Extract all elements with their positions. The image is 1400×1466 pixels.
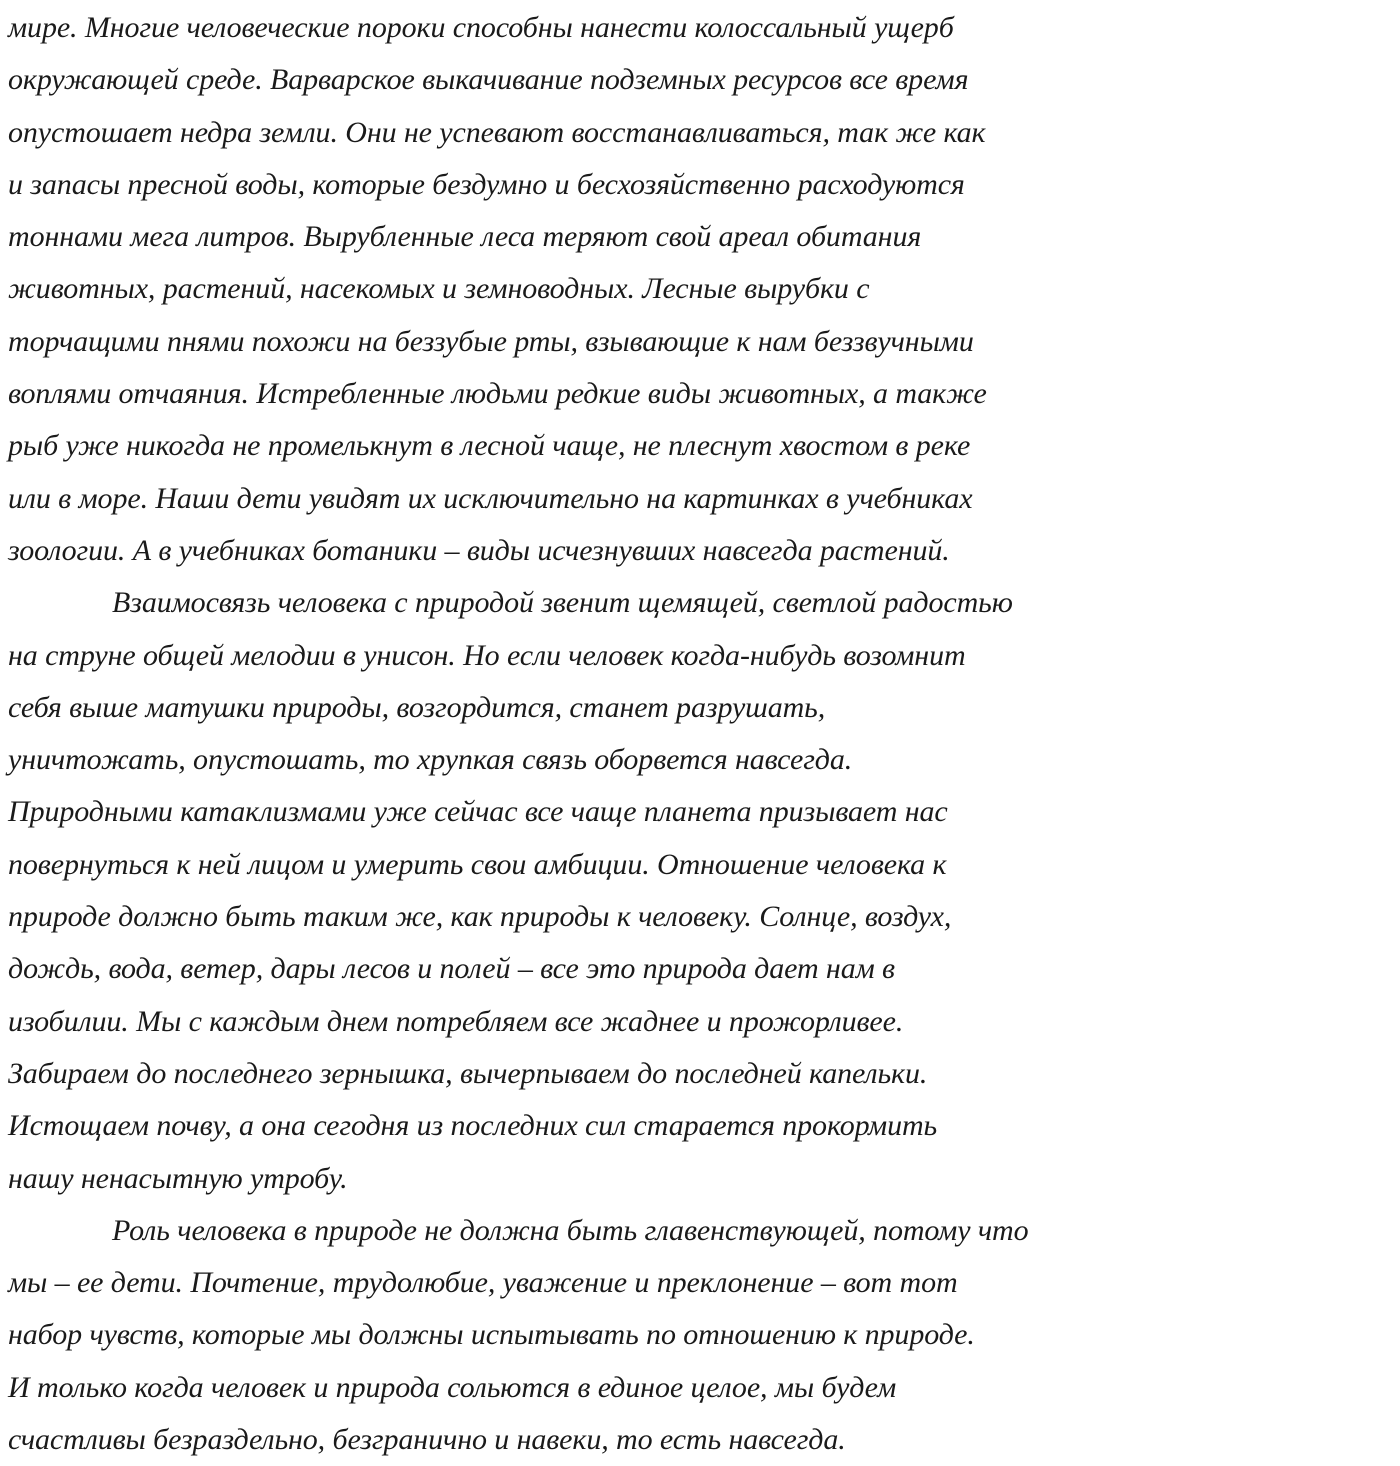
text-line: Забираем до последнего зернышка, вычерпываем до последней капельки. <box>8 1056 928 1090</box>
text-line: себя выше матушки природы, возгордится, станет разрушать, <box>8 690 826 724</box>
text-line: животных, растений, насекомых и земноводных. Лесные вырубки с <box>8 272 870 306</box>
text-line: уничтожать, опустошать, то хрупкая связь оборвется навсегда. <box>8 743 853 777</box>
text-line-first: Роль человека в природе не должна быть главенствующей, потому что <box>112 1213 1029 1247</box>
paragraph-1 <box>8 2 1400 577</box>
text-line: тоннами мега литров. Вырубленные леса теряют свой ареал обитания <box>8 220 922 254</box>
text-line: счастливы безраздельно, безгранично и навеки, то есть навсегда. <box>8 1423 846 1457</box>
text-line: торчащими пнями похожи на беззубые рты, взывающие к нам беззвучными <box>8 324 974 358</box>
text-line: Природными катаклизмами уже сейчас все чаще планета призывает нас <box>8 795 948 829</box>
text-line: и запасы пресной воды, которые бездумно и бесхозяйственно расходуются <box>8 167 965 201</box>
text-line: И только когда человек и природа сольются в единое целое, мы будем <box>8 1370 897 1404</box>
text-line-first: Взаимосвязь человека с природой звенит щемящей, светлой радостью <box>112 586 1013 620</box>
text-line: зоологии. А в учебниках ботаники – виды исчезнувших навсегда растений. <box>8 533 950 567</box>
paragraph-2 <box>8 577 1400 1205</box>
paragraph-3 <box>8 1205 1400 1466</box>
text-line: опустошает недра земли. Они не успевают восстанавливаться, так же как <box>8 115 986 149</box>
text-line: мире. Многие человеческие пороки способны нанести колоссальный ущерб <box>8 11 954 44</box>
text-line: Истощаем почву, а она сегодня из последних сил старается прокормить <box>8 1109 938 1143</box>
text-line: повернуться к ней лицом и умерить свои амбиции. Отношение человека к <box>8 847 947 881</box>
text-line: или в море. Наши дети увидят их исключительно на картинках в учебниках <box>8 481 973 515</box>
document-page <box>8 2 1400 1466</box>
text-line: мы – ее дети. Почтение, трудолюбие, уважение и преклонение – вот тот <box>8 1266 958 1300</box>
text-line: окружающей среде. Варварское выкачивание подземных ресурсов все время <box>8 63 969 97</box>
text-line: дождь, вода, ветер, дары лесов и полей – все это природа дает нам в <box>8 952 895 986</box>
text-line: нашу ненасытную утробу. <box>8 1161 348 1195</box>
text-line: природе должно быть таким же, как природы к человеку. Солнце, воздух, <box>8 900 952 934</box>
text-line: воплями отчаяния. Истребленные людьми редкие виды животных, а также <box>8 377 987 411</box>
text-line: изобилии. Мы с каждым днем потребляем все жаднее и прожорливее. <box>8 1004 904 1038</box>
text-line: рыб уже никогда не промелькнут в лесной чаще, не плеснут хвостом в реке <box>8 429 971 463</box>
text-line: на струне общей мелодии в унисон. Но если человек когда-нибудь возомнит <box>8 638 966 672</box>
text-line: набор чувств, которые мы должны испытывать по отношению к природе. <box>8 1318 975 1352</box>
